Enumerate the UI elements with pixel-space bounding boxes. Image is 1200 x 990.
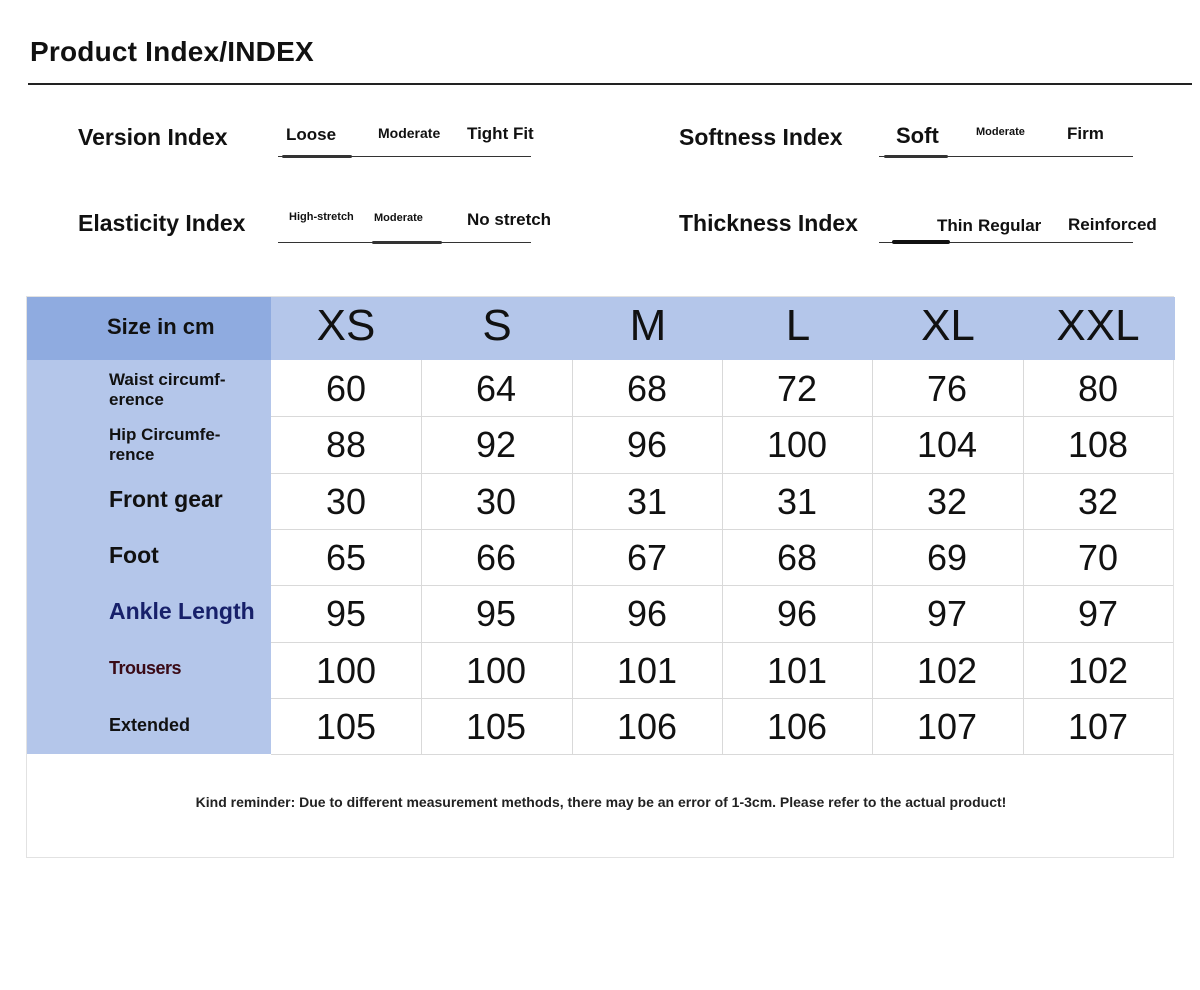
size-corner-label: Size in cm — [107, 314, 215, 339]
elasticity-selected-marker — [372, 241, 442, 244]
size-value-cell: 96 — [776, 593, 818, 634]
grid-row-divider — [271, 529, 1173, 530]
row-label-trousers: Trousers — [109, 658, 182, 678]
size-value-grid — [271, 360, 1173, 754]
row-label-hip — [109, 425, 220, 465]
row-label-waist-line2: erence — [109, 390, 164, 409]
size-value-cell: 107 — [916, 706, 978, 747]
grid-row-divider — [271, 416, 1173, 417]
size-value-cell: 76 — [926, 368, 968, 409]
size-value-cell: 92 — [475, 424, 517, 465]
size-value-cell: 32 — [926, 481, 968, 522]
size-value-cell: 96 — [626, 424, 668, 465]
size-value-cell: 64 — [475, 368, 517, 409]
row-label-front-gear: Front gear — [109, 486, 223, 512]
row-label-extended: Extended — [109, 715, 191, 735]
size-value-cell: 105 — [465, 706, 527, 747]
size-header-xl: XL — [921, 301, 975, 350]
size-value-cell: 32 — [1077, 481, 1119, 522]
size-value-cell: 100 — [315, 650, 377, 691]
size-value-cell: 95 — [325, 593, 367, 634]
size-value-cell: 69 — [926, 537, 968, 578]
size-value-cell: 97 — [926, 593, 968, 634]
version-option-loose: Loose — [286, 125, 337, 144]
size-value-cell: 107 — [1067, 706, 1129, 747]
row-label-waist-line1: Waist circumf- — [109, 370, 226, 389]
version-selected-marker — [282, 155, 352, 158]
measurement-reminder: Kind reminder: Due to different measurement methods, there may be an error of 1-3cm. Please refer to the actual product! — [195, 794, 1007, 810]
size-value-cell: 108 — [1067, 424, 1129, 465]
size-value-cell: 60 — [325, 368, 367, 409]
softness-option-moderate: Moderate — [976, 126, 1025, 138]
size-value-cell: 101 — [616, 650, 678, 691]
size-value-cell: 106 — [616, 706, 678, 747]
version-option-moderate: Moderate — [378, 125, 441, 141]
size-value-cell: 100 — [465, 650, 527, 691]
elasticity-index-label: Elasticity Index — [78, 210, 246, 236]
size-header-corner — [27, 297, 271, 360]
size-header-m: M — [629, 301, 667, 350]
grid-row-divider — [271, 754, 1173, 755]
size-header-xs: XS — [316, 301, 376, 350]
softness-option-soft: Soft — [896, 123, 939, 148]
size-value-cell: 102 — [916, 650, 978, 691]
softness-index-label: Softness Index — [679, 124, 843, 150]
measurement-label-column — [27, 360, 271, 754]
row-label-hip-line2: rence — [109, 445, 155, 464]
size-value-cell: 106 — [766, 706, 828, 747]
size-value-cell: 70 — [1077, 537, 1119, 578]
softness-selected-marker — [884, 155, 948, 158]
thickness-selected-marker — [892, 240, 950, 244]
size-value-cell: 65 — [325, 537, 367, 578]
size-value-cell: 30 — [325, 481, 367, 522]
size-value-cell: 31 — [776, 481, 818, 522]
size-value-cell: 68 — [626, 368, 668, 409]
row-label-foot: Foot — [109, 542, 159, 568]
size-value-cell: 72 — [776, 368, 818, 409]
elasticity-option-high-stretch: High-stretch — [289, 211, 354, 223]
size-value-cell: 102 — [1067, 650, 1129, 691]
grid-row-divider — [271, 698, 1173, 699]
thickness-index-label: Thickness Index — [679, 210, 858, 236]
size-value-cell: 68 — [776, 537, 818, 578]
size-value-cell: 105 — [315, 706, 377, 747]
elasticity-option-moderate: Moderate — [374, 212, 423, 224]
size-value-cell: 66 — [475, 537, 517, 578]
version-option-tight-fit: Tight Fit — [467, 124, 534, 143]
thickness-option-thin: Thin — [937, 216, 973, 235]
size-value-cell: 88 — [325, 424, 367, 465]
size-value-cell: 31 — [626, 481, 668, 522]
row-label-ankle-length: Ankle Length — [109, 598, 255, 624]
thickness-option-regular: Regular — [978, 216, 1042, 235]
version-index-label: Version Index — [78, 124, 228, 150]
elasticity-option-no-stretch: No stretch — [467, 210, 552, 229]
size-table — [26, 296, 1174, 858]
size-value-cell: 104 — [916, 424, 978, 465]
size-value-cell: 100 — [766, 424, 828, 465]
size-header-xxl: XXL — [1056, 301, 1140, 350]
grid-row-divider — [271, 642, 1173, 643]
size-value-cell: 97 — [1077, 593, 1119, 634]
size-header-l: L — [785, 301, 811, 350]
size-header-s: S — [482, 301, 512, 350]
size-value-cell: 96 — [626, 593, 668, 634]
grid-row-divider — [271, 585, 1173, 586]
row-label-hip-line1: Hip Circumfe- — [109, 425, 221, 444]
softness-option-firm: Firm — [1067, 124, 1104, 143]
size-value-cell: 80 — [1077, 368, 1119, 409]
size-value-cell: 95 — [475, 593, 517, 634]
title-divider — [28, 83, 1192, 85]
thickness-option-reinforced: Reinforced — [1068, 215, 1157, 234]
grid-row-divider — [271, 473, 1173, 474]
size-value-cell: 67 — [626, 537, 668, 578]
row-label-waist — [109, 370, 226, 410]
page-title: Product Index/INDEX — [30, 36, 314, 67]
size-value-cell: 101 — [766, 650, 828, 691]
size-value-cell: 30 — [475, 481, 517, 522]
